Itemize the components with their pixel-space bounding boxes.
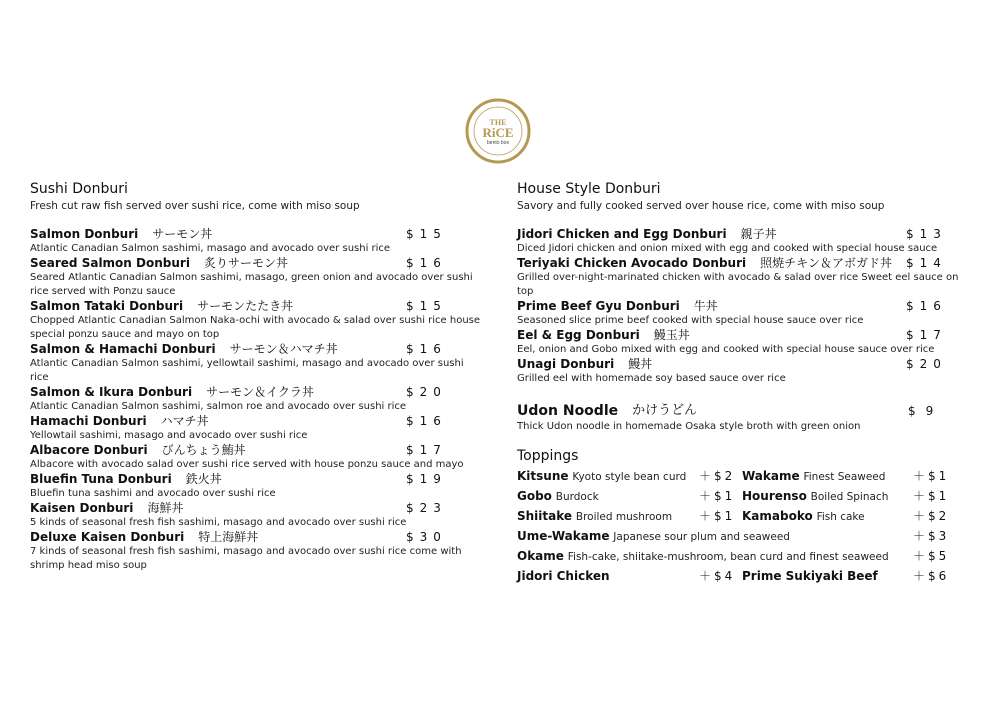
topping <box>517 546 889 567</box>
item-price: $20 <box>906 357 947 371</box>
item-name: Hamachi Donburi <box>30 414 147 428</box>
topping-description: Burdock <box>555 491 599 503</box>
item-description: Seared Atlantic Canadian Salmon sashimi, masago, green onion and avocado over sushi rice served with Ponzu sauce <box>30 272 473 297</box>
topping-price: ＋$1 <box>913 469 950 483</box>
topping-name: Jidori Chicken <box>517 569 610 583</box>
topping-row <box>517 486 962 506</box>
topping-row <box>517 546 962 566</box>
item-japanese-name: 海鮮丼 <box>147 501 184 515</box>
topping <box>742 566 878 587</box>
item-price: $13 <box>906 227 947 241</box>
item-name: Prime Beef Gyu Donburi <box>517 299 680 313</box>
topping-price: ＋$1 <box>699 489 736 503</box>
topping-price: ＋$3 <box>913 529 950 543</box>
item-japanese-name: 特上海鮮丼 <box>198 530 259 544</box>
item-name: Deluxe Kaisen Donburi <box>30 530 185 544</box>
section-description: Fresh cut raw fish served over sushi rice, come with miso soup <box>30 200 360 212</box>
topping <box>517 486 599 507</box>
topping-description: Japanese sour plum and seaweed <box>613 531 790 543</box>
menu-item <box>30 443 485 472</box>
udon-noodle-item <box>517 402 962 434</box>
item-japanese-name: 鰻丼 <box>628 357 653 371</box>
topping <box>517 466 686 487</box>
item-price: $16 <box>406 414 447 428</box>
menu-item <box>30 227 485 256</box>
item-name: Seared Salmon Donburi <box>30 256 190 270</box>
topping-price: ＋$2 <box>913 509 950 523</box>
item-japanese-name: サーモン＆ハマチ丼 <box>229 342 338 356</box>
item-price: $14 <box>906 256 947 270</box>
item-description: Bluefin tuna sashimi and avocado over sushi rice <box>30 488 276 499</box>
item-name: Salmon & Ikura Donburi <box>30 385 193 399</box>
item-japanese-name: サーモン丼 <box>152 227 213 241</box>
topping <box>742 506 865 527</box>
item-name: Bluefin Tuna Donburi <box>30 472 172 486</box>
item-price: $17 <box>406 443 447 457</box>
item-japanese-name: 親子丼 <box>740 227 777 241</box>
item-japanese-name: 鰻玉丼 <box>653 328 690 342</box>
item-description: Thick Udon noodle in homemade Osaka style broth with green onion <box>517 421 861 432</box>
item-description: Eel, onion and Gobo mixed with egg and cooked with special house sauce over rice <box>517 344 935 355</box>
topping-description: Fish cake <box>816 511 865 523</box>
toppings-list <box>517 466 962 586</box>
menu-item <box>30 501 485 530</box>
item-name: Kaisen Donburi <box>30 501 134 515</box>
item-price: $16 <box>406 342 447 356</box>
topping-name: Kamaboko <box>742 509 813 523</box>
topping-price: ＋$1 <box>913 489 950 503</box>
section-description: Savory and fully cooked served over house rice, come with miso soup <box>517 200 885 212</box>
item-description: Seasoned slice prime beef cooked with special house sauce over rice <box>517 315 864 326</box>
topping-name: Shiitake <box>517 509 573 523</box>
menu-item <box>30 299 485 342</box>
item-name: Jidori Chicken and Egg Donburi <box>517 227 727 241</box>
item-price: $20 <box>406 385 447 399</box>
menu-item <box>30 342 485 385</box>
item-description: Atlantic Canadian Salmon sashimi, salmon roe and avocado over sushi rice <box>30 401 407 412</box>
item-name: Udon Noodle <box>517 403 619 419</box>
item-japanese-name: サーモン＆イクラ丼 <box>206 385 314 399</box>
topping-name: Ume-Wakame <box>517 529 610 543</box>
svg-text:RiCE: RiCE <box>482 125 514 140</box>
item-price: $30 <box>406 530 447 544</box>
item-description: Chopped Atlantic Canadian Salmon Naka-ochi with avocado & salad over sushi rice house special ponzu sauce and mayo on top <box>30 315 481 340</box>
topping-name: Okame <box>517 549 564 563</box>
item-name: Salmon Donburi <box>30 227 139 241</box>
menu-item <box>30 414 485 443</box>
topping-description: Boiled Spinach <box>810 491 889 503</box>
svg-text:bento box: bento box <box>487 140 509 146</box>
menu-item <box>30 256 485 299</box>
toppings-title: Toppings <box>517 448 579 464</box>
item-japanese-name: ハマチ丼 <box>160 414 209 428</box>
item-description: Atlantic Canadian Salmon sashimi, yellowtail sashimi, masago and avocado over sushi rice <box>30 358 464 383</box>
topping-price: ＋$5 <box>913 549 950 563</box>
menu-item <box>517 227 962 256</box>
topping-description: Broiled mushroom <box>575 511 673 523</box>
item-name: Albacore Donburi <box>30 443 148 457</box>
topping-name: Hourenso <box>742 489 807 503</box>
menu-item <box>517 357 962 386</box>
item-price: $16 <box>906 299 947 313</box>
item-japanese-name: 鉄火丼 <box>185 472 222 486</box>
topping-row <box>517 566 962 586</box>
menu-item <box>30 472 485 501</box>
topping-row <box>517 526 962 546</box>
menu-item <box>30 385 485 414</box>
item-japanese-name: かけうどん <box>632 403 698 418</box>
topping-description: Fish-cake, shiitake-mushroom, bean curd and finest seaweed <box>567 551 889 563</box>
sushi-donburi-list <box>30 227 485 573</box>
topping <box>517 526 790 547</box>
topping <box>742 466 885 487</box>
item-description: Atlantic Canadian Salmon sashimi, masago and avocado over sushi rice <box>30 243 391 254</box>
item-name: Eel & Egg Donburi <box>517 328 640 342</box>
sushi-donburi-section <box>30 179 485 573</box>
topping-name: Wakame <box>742 469 800 483</box>
item-description: 5 kinds of seasonal fresh fish sashimi, masago and avocado over sushi rice <box>30 517 407 528</box>
topping-description: Finest Seaweed <box>803 471 886 483</box>
item-name: Unagi Donburi <box>517 357 615 371</box>
item-price: $9 <box>908 404 944 418</box>
item-price: $15 <box>406 299 447 313</box>
item-description: Albacore with avocado salad over sushi rice served with house ponzu sauce and mayo <box>30 459 464 470</box>
item-japanese-name: 炙りサーモン丼 <box>203 256 288 270</box>
item-description: 7 kinds of seasonal fresh fish sashimi, masago and avocado over sushi rice come with shrimp head miso soup <box>30 546 462 571</box>
house-donburi-list <box>517 227 962 386</box>
item-description: Diced Jidori chicken and onion mixed with egg and cooked with special house sauce <box>517 243 938 254</box>
section-title: Sushi Donburi <box>30 181 128 197</box>
item-name: Salmon & Hamachi Donburi <box>30 342 216 356</box>
the-rice-logo <box>465 98 531 164</box>
topping-row <box>517 466 962 486</box>
svg-text:THE: THE <box>489 118 507 127</box>
topping-price: ＋$4 <box>699 569 736 583</box>
topping-name: Gobo <box>517 489 552 503</box>
topping-description: Kyoto style bean curd <box>572 471 687 483</box>
topping-name: Kitsune <box>517 469 569 483</box>
item-description: Yellowtail sashimi, masago and avocado over sushi rice <box>30 430 308 441</box>
topping-row <box>517 506 962 526</box>
item-japanese-name: びんちょう鮪丼 <box>161 443 246 457</box>
topping-price: ＋$1 <box>699 509 736 523</box>
topping <box>742 486 888 507</box>
topping-price: ＋$6 <box>913 569 950 583</box>
section-title: House Style Donburi <box>517 181 661 197</box>
topping <box>517 566 610 587</box>
menu-item <box>517 328 962 357</box>
item-price: $16 <box>406 256 447 270</box>
item-price: $23 <box>406 501 447 515</box>
topping-name: Prime Sukiyaki Beef <box>742 569 878 583</box>
item-description: Grilled over-night-marinated chicken with avocado & salad over rice Sweet eel sauce on top <box>517 272 959 297</box>
item-price: $17 <box>906 328 947 342</box>
menu-item <box>30 530 485 573</box>
item-description: Grilled eel with homemade soy based sauce over rice <box>517 373 786 384</box>
topping-price: ＋$2 <box>699 469 736 483</box>
item-price: $19 <box>406 472 447 486</box>
menu-item <box>517 256 962 299</box>
item-name: Teriyaki Chicken Avocado Donburi <box>517 256 747 270</box>
item-japanese-name: 牛丼 <box>693 299 718 313</box>
item-japanese-name: サーモンたたき丼 <box>197 299 294 313</box>
menu-item <box>517 299 962 328</box>
house-style-donburi-section <box>517 179 962 586</box>
item-japanese-name: 照焼チキン＆アボガド丼 <box>760 256 892 270</box>
item-price: $15 <box>406 227 447 241</box>
topping <box>517 506 672 527</box>
item-name: Salmon Tataki Donburi <box>30 299 184 313</box>
